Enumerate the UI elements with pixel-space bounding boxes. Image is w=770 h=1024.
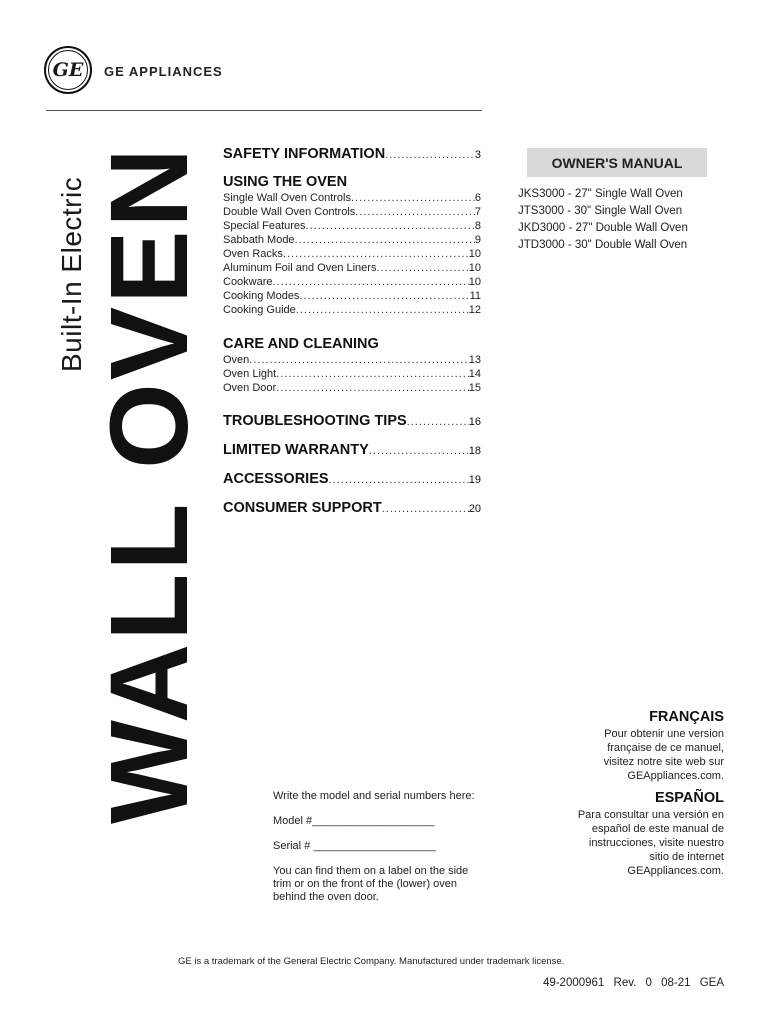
model-list [518,186,688,254]
cover-title: WALL OVEN [88,145,211,824]
brand-name: GE APPLIANCES [104,64,223,79]
header-divider [46,110,482,111]
document-number: 49-2000961 Rev. 0 08-21 GEA [542,977,724,989]
cover-subtitle: Built-In Electric [56,176,87,372]
toc-care-list [223,353,481,395]
toc-accessories[interactable]: ACCESSORIES ..... 19 [223,471,481,487]
ge-logo-monogram: GE [48,50,88,90]
serial-location-note: You can find them on a label on the side trim or on the front of the (lower) oven behind the oven door. [273,865,469,903]
serial-intro: Write the model and serial numbers here: [273,790,475,802]
spanish-line: sitio de internet [649,851,724,863]
serial-number-field: Serial # ____________________ [273,840,436,852]
french-line: française de ce manuel, [607,742,724,754]
toc-item[interactable]: Cooking Guide ..... 12 [223,303,481,317]
toc-item[interactable]: Double Wall Oven Controls ..... 7 [223,205,481,219]
spanish-heading: ESPAÑOL [654,790,724,806]
toc-section-care[interactable]: CARE AND CLEANING [223,336,379,352]
ge-logo [44,46,92,94]
spanish-notice [514,791,724,878]
toc-item[interactable]: Oven Door ..... 15 [223,381,481,395]
toc-section-using[interactable]: USING THE OVEN [223,174,348,190]
spanish-line: español de este manual de [591,823,724,835]
french-heading: FRANÇAIS [649,709,724,725]
toc-item[interactable]: Single Wall Oven Controls ..... 6 [223,191,481,205]
toc-item[interactable]: Aluminum Foil and Oven Liners ..... 10 [223,261,481,275]
toc-item[interactable]: Special Features ..... 8 [223,219,481,233]
model-item: JKD3000 - 27" Double Wall Oven [518,222,688,234]
spanish-line: instrucciones, visite nuestro [588,837,724,849]
toc-support[interactable]: CONSUMER SUPPORT ..... 20 [223,500,481,516]
toc-item[interactable]: Cooking Modes ..... 11 [223,289,481,303]
toc-item[interactable]: Oven ..... 13 [223,353,481,367]
toc-item[interactable]: Oven Light ..... 14 [223,367,481,381]
toc-troubleshooting[interactable]: TROUBLESHOOTING TIPS ..... 16 [223,413,481,429]
model-item: JTD3000 - 30" Double Wall Oven [518,239,688,251]
french-notice [524,710,724,783]
model-item: JTS3000 - 30" Single Wall Oven [518,205,683,217]
french-line: visitez notre site web sur [603,756,724,768]
french-line: GEAppliances.com. [627,770,724,782]
model-item: JKS3000 - 27" Single Wall Oven [518,188,683,200]
model-number-field: Model #____________________ [273,815,435,827]
serial-number-block [273,790,488,916]
spanish-line: Para consultar una versión en [577,809,724,821]
table-of-contents [223,146,481,516]
owners-manual-badge: OWNER'S MANUAL [527,148,707,177]
toc-safety[interactable]: SAFETY INFORMATION ..... 3 [223,146,481,162]
toc-warranty[interactable]: LIMITED WARRANTY ..... 18 [223,442,481,458]
spanish-line: GEAppliances.com. [627,865,724,877]
toc-item[interactable]: Cookware ..... 10 [223,275,481,289]
french-line: Pour obtenir une version [604,728,724,740]
toc-using-list [223,191,481,317]
trademark-notice: GE is a trademark of the General Electric Company. Manufactured under trademark license. [178,956,565,967]
toc-item[interactable]: Sabbath Mode ..... 9 [223,233,481,247]
toc-item[interactable]: Oven Racks ..... 10 [223,247,481,261]
